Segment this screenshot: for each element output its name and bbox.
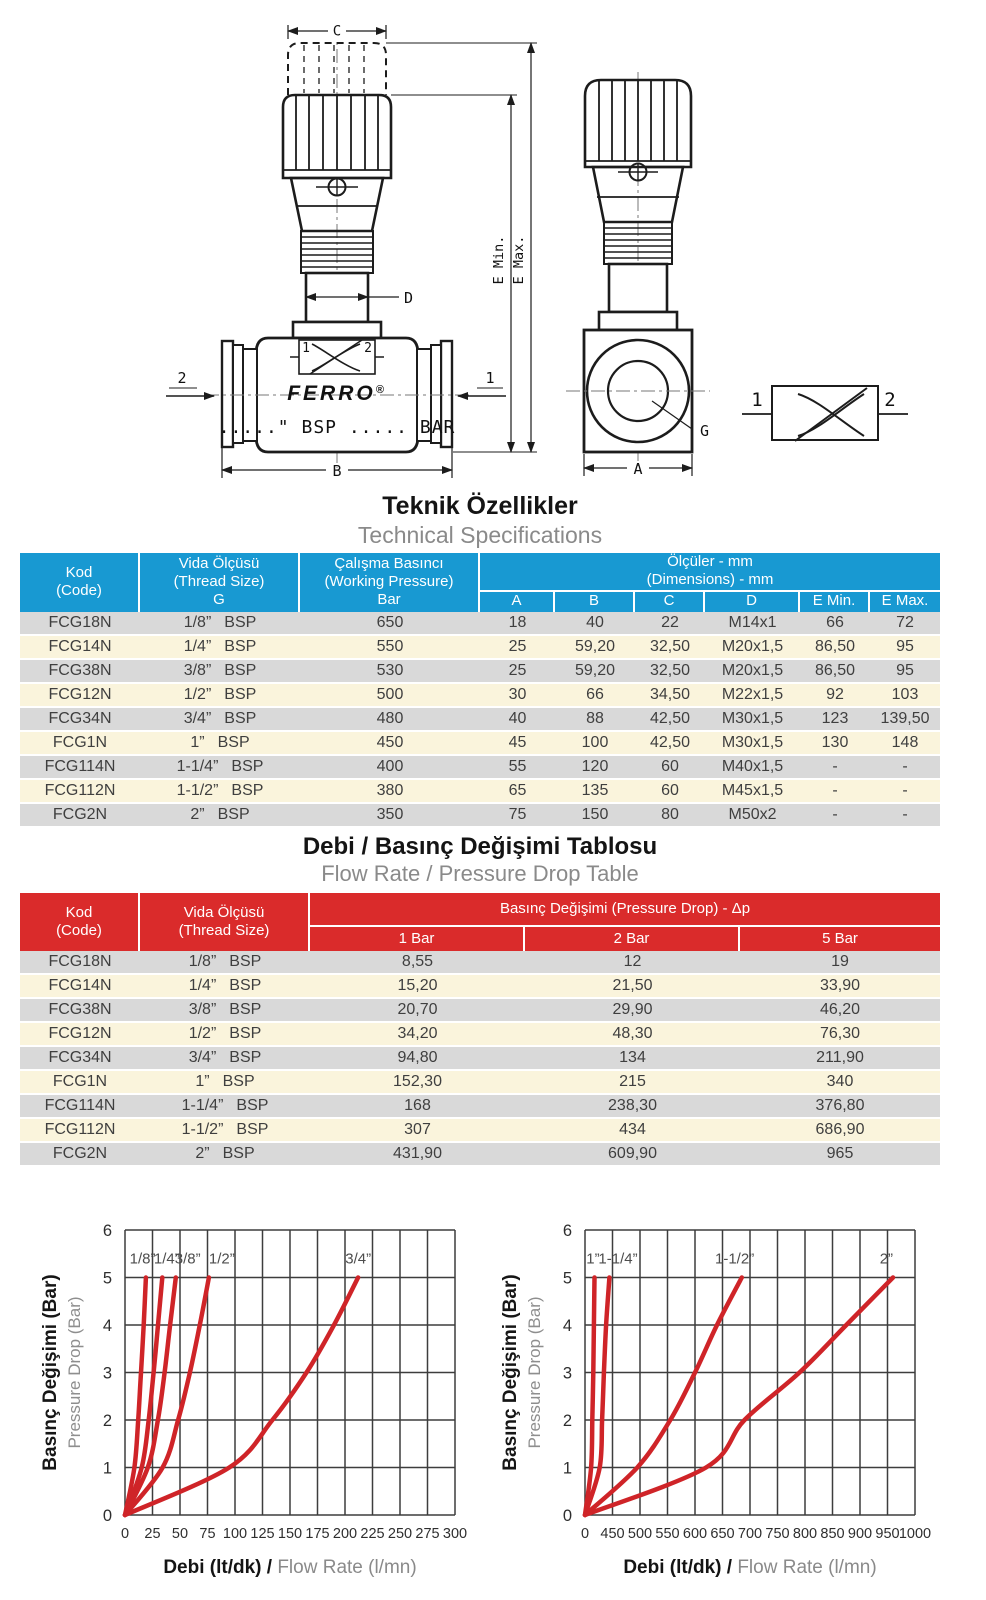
table-row bbox=[20, 1071, 940, 1095]
value-cell: M20x1,5 bbox=[705, 660, 800, 684]
value-cell: 609,90 bbox=[525, 1143, 740, 1167]
value-cell: 965 bbox=[740, 1143, 940, 1167]
value-cell: 60 bbox=[635, 780, 705, 804]
technical-specifications-table bbox=[20, 553, 940, 828]
value-cell: 650 bbox=[300, 612, 480, 636]
value-cell: 29,90 bbox=[525, 999, 740, 1023]
symbol-left-label: 1 bbox=[751, 389, 763, 411]
thread-size-cell: 2” BSP bbox=[140, 804, 300, 828]
value-cell: - bbox=[870, 804, 940, 828]
value-cell: 340 bbox=[740, 1071, 940, 1095]
svg-text:600: 600 bbox=[682, 1526, 708, 1542]
value-cell: 100 bbox=[555, 732, 635, 756]
svg-text:50: 50 bbox=[171, 1526, 189, 1542]
svg-text:700: 700 bbox=[737, 1526, 763, 1542]
header-code: Kod (Code) bbox=[20, 893, 140, 951]
value-cell: 400 bbox=[300, 756, 480, 780]
body-marking-text: ....." BSP ..... BAR bbox=[218, 417, 456, 438]
thread-size-cell: 1/8” BSP bbox=[140, 951, 310, 975]
svg-text:3/4”: 3/4” bbox=[345, 1250, 372, 1268]
svg-text:3/8”: 3/8” bbox=[174, 1250, 201, 1268]
table-row bbox=[20, 1119, 940, 1143]
svg-text:2: 2 bbox=[102, 1412, 112, 1430]
table-row bbox=[20, 804, 940, 828]
svg-text:Pressure Drop (Bar): Pressure Drop (Bar) bbox=[525, 1296, 544, 1449]
value-cell: 686,90 bbox=[740, 1119, 940, 1143]
thread-size-cell: 1-1/4” BSP bbox=[140, 756, 300, 780]
dim-a-label: A bbox=[633, 460, 643, 478]
value-cell: 95 bbox=[870, 660, 940, 684]
table-row bbox=[20, 975, 940, 999]
value-cell: 55 bbox=[480, 756, 555, 780]
value-cell: M50x2 bbox=[705, 804, 800, 828]
valve-side-view bbox=[566, 72, 710, 478]
svg-text:750: 750 bbox=[765, 1526, 790, 1542]
value-cell: 80 bbox=[635, 804, 705, 828]
throttle-symbol-front bbox=[290, 340, 384, 374]
thread-size-cell: 1” BSP bbox=[140, 732, 300, 756]
svg-text:1”: 1” bbox=[586, 1250, 600, 1268]
svg-text:4: 4 bbox=[102, 1317, 112, 1335]
header-dim-emax: E Max. bbox=[870, 592, 940, 612]
code-cell: FCG34N bbox=[20, 1047, 140, 1071]
value-cell: 550 bbox=[300, 636, 480, 660]
svg-text:4: 4 bbox=[562, 1317, 572, 1335]
svg-text:250: 250 bbox=[387, 1526, 413, 1542]
value-cell: 92 bbox=[800, 684, 870, 708]
svg-text:Pressure Drop (Bar): Pressure Drop (Bar) bbox=[65, 1296, 84, 1449]
svg-text:3: 3 bbox=[562, 1364, 572, 1383]
header-dim-emin: E Min. bbox=[800, 592, 870, 612]
value-cell: 307 bbox=[310, 1119, 525, 1143]
table-row bbox=[20, 660, 940, 684]
dim-b-label: B bbox=[332, 462, 342, 480]
value-cell: 376,80 bbox=[740, 1095, 940, 1119]
value-cell: 40 bbox=[555, 612, 635, 636]
value-cell: 168 bbox=[310, 1095, 525, 1119]
code-cell: FCG34N bbox=[20, 708, 140, 732]
code-cell: FCG114N bbox=[20, 756, 140, 780]
value-cell: 20,70 bbox=[310, 999, 525, 1023]
svg-text:2”: 2” bbox=[879, 1250, 894, 1268]
thread-size-cell: 3/4” BSP bbox=[140, 1047, 310, 1071]
value-cell: 30 bbox=[480, 684, 555, 708]
hydraulic-symbol bbox=[742, 386, 908, 441]
value-cell: 32,50 bbox=[635, 660, 705, 684]
value-cell: 18 bbox=[480, 612, 555, 636]
value-cell: 72 bbox=[870, 612, 940, 636]
thread-size-cell: 1-1/2” BSP bbox=[140, 1119, 310, 1143]
table-row bbox=[20, 951, 940, 975]
thread-size-cell: 1-1/2” BSP bbox=[140, 780, 300, 804]
value-cell: M14x1 bbox=[705, 612, 800, 636]
symbol-port2-label: 2 bbox=[364, 341, 372, 356]
table-row bbox=[20, 636, 940, 660]
code-cell: FCG1N bbox=[20, 1071, 140, 1095]
svg-text:Debi (lt/dk) / Flow Rate (l/mn: Debi (lt/dk) / Flow Rate (l/mn) bbox=[163, 1557, 417, 1578]
value-cell: M40x1,5 bbox=[705, 756, 800, 780]
svg-text:200: 200 bbox=[332, 1526, 358, 1542]
valve-front-view bbox=[166, 23, 537, 480]
header-dim-a: A bbox=[480, 592, 555, 612]
svg-text:150: 150 bbox=[277, 1526, 303, 1542]
thread-size-cell: 1/4” BSP bbox=[140, 975, 310, 999]
table-row bbox=[20, 732, 940, 756]
table-row bbox=[20, 1047, 940, 1071]
value-cell: - bbox=[800, 804, 870, 828]
svg-text:1: 1 bbox=[562, 1459, 572, 1478]
svg-text:0: 0 bbox=[102, 1507, 112, 1525]
code-cell: FCG14N bbox=[20, 636, 140, 660]
svg-text:Basınç Değişimi (Bar): Basınç Değişimi (Bar) bbox=[500, 1274, 521, 1471]
dim-d-label: D bbox=[404, 289, 414, 307]
svg-text:850: 850 bbox=[820, 1526, 845, 1542]
code-cell: FCG14N bbox=[20, 975, 140, 999]
value-cell: 46,20 bbox=[740, 999, 940, 1023]
value-cell: 86,50 bbox=[800, 636, 870, 660]
value-cell: 130 bbox=[800, 732, 870, 756]
value-cell: 34,20 bbox=[310, 1023, 525, 1047]
value-cell: - bbox=[800, 780, 870, 804]
value-cell: 25 bbox=[480, 636, 555, 660]
value-cell: M20x1,5 bbox=[705, 636, 800, 660]
code-cell: FCG2N bbox=[20, 1143, 140, 1167]
value-cell: 350 bbox=[300, 804, 480, 828]
value-cell: M22x1,5 bbox=[705, 684, 800, 708]
thread-size-cell: 2” BSP bbox=[140, 1143, 310, 1167]
value-cell: 431,90 bbox=[310, 1143, 525, 1167]
value-cell: 380 bbox=[300, 780, 480, 804]
value-cell: 34,50 bbox=[635, 684, 705, 708]
svg-text:500: 500 bbox=[627, 1526, 653, 1542]
value-cell: 480 bbox=[300, 708, 480, 732]
svg-text:300: 300 bbox=[442, 1526, 468, 1542]
thread-size-cell: 1-1/4” BSP bbox=[140, 1095, 310, 1119]
value-cell: - bbox=[870, 780, 940, 804]
thread-size-cell: 1/2” BSP bbox=[140, 684, 300, 708]
value-cell: 152,30 bbox=[310, 1071, 525, 1095]
value-cell: 59,20 bbox=[555, 660, 635, 684]
svg-text:75: 75 bbox=[199, 1526, 216, 1542]
svg-text:5: 5 bbox=[562, 1269, 572, 1288]
header-working-pressure: Çalışma Basıncı (Working Pressure) Bar bbox=[300, 553, 480, 612]
port1-flow-label: 1 bbox=[485, 369, 495, 387]
value-cell: 40 bbox=[480, 708, 555, 732]
value-cell: 86,50 bbox=[800, 660, 870, 684]
value-cell: 76,30 bbox=[740, 1023, 940, 1047]
code-cell: FCG38N bbox=[20, 999, 140, 1023]
code-cell: FCG12N bbox=[20, 1023, 140, 1047]
thread-size-cell: 1” BSP bbox=[140, 1071, 310, 1095]
spec-title-en: Technical Specifications bbox=[357, 522, 603, 548]
spec-title-tr: Teknik Özellikler bbox=[382, 492, 578, 520]
code-cell: FCG2N bbox=[20, 804, 140, 828]
value-cell: 530 bbox=[300, 660, 480, 684]
value-cell: 45 bbox=[480, 732, 555, 756]
value-cell: 42,50 bbox=[635, 732, 705, 756]
code-cell: FCG112N bbox=[20, 780, 140, 804]
table-row bbox=[20, 612, 940, 636]
thread-size-cell: 1/2” BSP bbox=[140, 1023, 310, 1047]
flow-title-tr: Debi / Basınç Değişimi Tablosu bbox=[302, 833, 658, 860]
table-row bbox=[20, 1023, 940, 1047]
code-cell: FCG18N bbox=[20, 612, 140, 636]
svg-text:100: 100 bbox=[222, 1526, 248, 1542]
svg-text:950: 950 bbox=[875, 1526, 900, 1542]
technical-drawing bbox=[0, 0, 986, 500]
svg-text:2: 2 bbox=[562, 1412, 572, 1430]
svg-text:175: 175 bbox=[305, 1526, 330, 1542]
chart-svg bbox=[490, 1190, 940, 1590]
thread-size-cell: 3/8” BSP bbox=[140, 660, 300, 684]
header-dim-c: C bbox=[635, 592, 705, 612]
port2-flow-label: 2 bbox=[177, 369, 187, 387]
pressure-drop-chart-large-sizes bbox=[490, 1190, 940, 1595]
svg-text:1-1/4”: 1-1/4” bbox=[598, 1250, 638, 1268]
value-cell: 59,20 bbox=[555, 636, 635, 660]
value-cell: M30x1,5 bbox=[705, 732, 800, 756]
symbol-right-label: 2 bbox=[884, 389, 896, 411]
pressure-drop-chart-small-sizes bbox=[30, 1190, 480, 1595]
svg-text:0: 0 bbox=[120, 1526, 130, 1542]
dim-c-label: C bbox=[332, 23, 342, 40]
flow-title-en: Flow Rate / Pressure Drop Table bbox=[321, 861, 639, 886]
value-cell: 211,90 bbox=[740, 1047, 940, 1071]
svg-text:6: 6 bbox=[102, 1222, 112, 1240]
svg-text:1: 1 bbox=[102, 1459, 112, 1478]
table-row bbox=[20, 780, 940, 804]
value-cell: 22 bbox=[635, 612, 705, 636]
value-cell: - bbox=[870, 756, 940, 780]
code-cell: FCG38N bbox=[20, 660, 140, 684]
header-dim-b: B bbox=[555, 592, 635, 612]
value-cell: - bbox=[800, 756, 870, 780]
table-row bbox=[20, 684, 940, 708]
svg-text:900: 900 bbox=[847, 1526, 873, 1542]
value-cell: 450 bbox=[300, 732, 480, 756]
svg-text:Basınç Değişimi (Bar): Basınç Değişimi (Bar) bbox=[40, 1274, 61, 1471]
value-cell: 134 bbox=[525, 1047, 740, 1071]
svg-text:800: 800 bbox=[792, 1526, 818, 1542]
value-cell: 123 bbox=[800, 708, 870, 732]
value-cell: 94,80 bbox=[310, 1047, 525, 1071]
value-cell: 148 bbox=[870, 732, 940, 756]
svg-text:450: 450 bbox=[600, 1526, 625, 1542]
code-cell: FCG12N bbox=[20, 684, 140, 708]
table-row bbox=[20, 1143, 940, 1167]
value-cell: 434 bbox=[525, 1119, 740, 1143]
value-cell: 150 bbox=[555, 804, 635, 828]
header-code: Kod (Code) bbox=[20, 553, 140, 612]
value-cell: 32,50 bbox=[635, 636, 705, 660]
value-cell: 48,30 bbox=[525, 1023, 740, 1047]
value-cell: 65 bbox=[480, 780, 555, 804]
code-cell: FCG114N bbox=[20, 1095, 140, 1119]
thread-size-cell: 3/4” BSP bbox=[140, 708, 300, 732]
thread-size-cell: 1/4” BSP bbox=[140, 636, 300, 660]
svg-text:125: 125 bbox=[250, 1526, 275, 1542]
svg-text:6: 6 bbox=[562, 1222, 572, 1240]
value-cell: 500 bbox=[300, 684, 480, 708]
header-thread-size: Vida Ölçüsü (Thread Size) G bbox=[140, 553, 300, 612]
svg-text:1000: 1000 bbox=[898, 1526, 932, 1542]
value-cell: 12 bbox=[525, 951, 740, 975]
value-cell: 21,50 bbox=[525, 975, 740, 999]
value-cell: 15,20 bbox=[310, 975, 525, 999]
svg-text:1-1/2”: 1-1/2” bbox=[715, 1250, 755, 1268]
value-cell: 25 bbox=[480, 660, 555, 684]
svg-text:3: 3 bbox=[102, 1364, 112, 1383]
thread-size-cell: 1/8” BSP bbox=[140, 612, 300, 636]
value-cell: 135 bbox=[555, 780, 635, 804]
chart-svg bbox=[30, 1190, 480, 1590]
value-cell: 60 bbox=[635, 756, 705, 780]
value-cell: 75 bbox=[480, 804, 555, 828]
svg-text:0: 0 bbox=[562, 1507, 572, 1525]
svg-text:1/8”: 1/8” bbox=[129, 1250, 156, 1268]
dim-emax-label: E Max. bbox=[511, 235, 527, 285]
brand-text: FERRO® bbox=[287, 382, 387, 405]
value-cell: 95 bbox=[870, 636, 940, 660]
svg-text:275: 275 bbox=[415, 1526, 440, 1542]
value-cell: 120 bbox=[555, 756, 635, 780]
header-pressure-drop-group: Basınç Değişimi (Pressure Drop) - Δp bbox=[310, 893, 940, 927]
svg-text:650: 650 bbox=[710, 1526, 735, 1542]
thread-size-cell: 3/8” BSP bbox=[140, 999, 310, 1023]
dim-g-label: G bbox=[700, 422, 710, 440]
header-1bar: 1 Bar bbox=[310, 927, 525, 951]
svg-text:5: 5 bbox=[102, 1269, 112, 1288]
value-cell: 238,30 bbox=[525, 1095, 740, 1119]
value-cell: 139,50 bbox=[870, 708, 940, 732]
header-dim-d: D bbox=[705, 592, 800, 612]
value-cell: 66 bbox=[555, 684, 635, 708]
value-cell: M30x1,5 bbox=[705, 708, 800, 732]
code-cell: FCG112N bbox=[20, 1119, 140, 1143]
dim-emin-label: E Min. bbox=[491, 235, 507, 285]
table-row bbox=[20, 756, 940, 780]
header-2bar: 2 Bar bbox=[525, 927, 740, 951]
code-cell: FCG1N bbox=[20, 732, 140, 756]
table-row bbox=[20, 999, 940, 1023]
value-cell: 8,55 bbox=[310, 951, 525, 975]
svg-text:225: 225 bbox=[360, 1526, 385, 1542]
svg-text:25: 25 bbox=[144, 1526, 161, 1542]
svg-text:1/2”: 1/2” bbox=[208, 1250, 235, 1268]
symbol-port1-label: 1 bbox=[302, 341, 310, 356]
table-row bbox=[20, 1095, 940, 1119]
value-cell: 42,50 bbox=[635, 708, 705, 732]
value-cell: 19 bbox=[740, 951, 940, 975]
header-dimensions-group: Ölçüler - mm (Dimensions) - mm bbox=[480, 553, 940, 592]
svg-text:1/4”: 1/4” bbox=[153, 1250, 180, 1268]
svg-text:0: 0 bbox=[580, 1526, 590, 1542]
value-cell: 215 bbox=[525, 1071, 740, 1095]
value-cell: 33,90 bbox=[740, 975, 940, 999]
value-cell: 103 bbox=[870, 684, 940, 708]
header-thread-size: Vida Ölçüsü (Thread Size) bbox=[140, 893, 310, 951]
value-cell: 88 bbox=[555, 708, 635, 732]
svg-text:550: 550 bbox=[655, 1526, 680, 1542]
code-cell: FCG18N bbox=[20, 951, 140, 975]
table-row bbox=[20, 708, 940, 732]
svg-text:Debi (lt/dk) / Flow Rate (l/mn: Debi (lt/dk) / Flow Rate (l/mn) bbox=[623, 1557, 877, 1578]
value-cell: M45x1,5 bbox=[705, 780, 800, 804]
header-5bar: 5 Bar bbox=[740, 927, 940, 951]
flow-rate-pressure-drop-table bbox=[20, 893, 940, 1167]
value-cell: 66 bbox=[800, 612, 870, 636]
